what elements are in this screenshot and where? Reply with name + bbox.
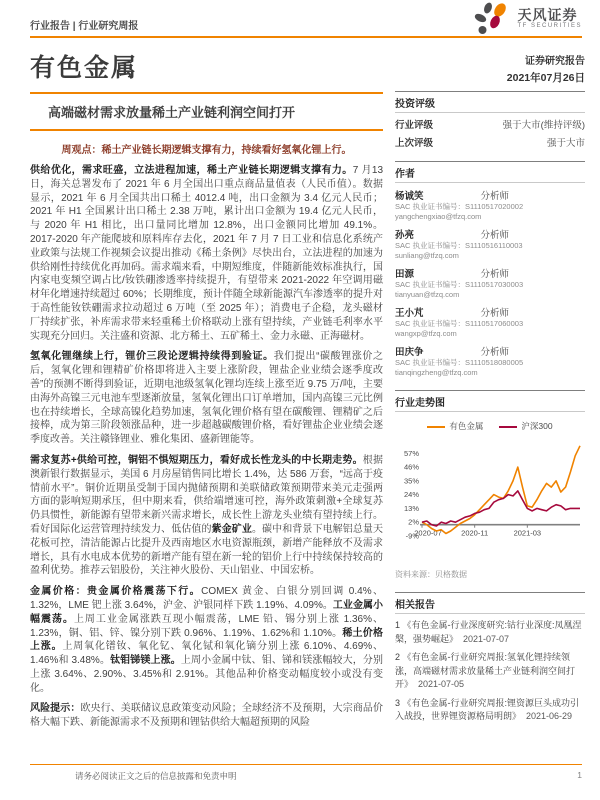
brand-text xyxy=(517,8,582,30)
brand-subname: TF SECURITIES xyxy=(517,23,582,29)
author-role: 分析师 xyxy=(480,308,510,319)
chart-source: 资料来源：贝格数据 xyxy=(395,570,467,579)
svg-text:2020-11: 2020-11 xyxy=(461,528,489,538)
author-entry xyxy=(395,305,585,339)
author-sac: SAC 执业证书编号：S1110518080005 xyxy=(395,358,524,367)
paragraph: 氢氧化锂继续上行，锂价三段论逻辑持续得到验证。我们提出“碳酸锂涨价之后，氢氧化锂和锂精矿价格即将进入主要上涨阶段，锂盐企业业绩会逐季度改善”的预测不断得到验证，近期电池级氢氧化锂均连续上涨至近 9.75 万/吨，主要由海外高镍三元电池车型逐渐放量，氢氧化锂出口订单增加，国内高镍三元比例也在持续增长，全球高镍化趋势加速，氢氧化锂价格有望在碳酸锂、锂精矿之后接棒，成为第三阶段领涨品种，进一步超越碳酸锂价格，看好锂盐企业业绩会逐季度改善。关注赣锋锂业、雅化集团、盛新锂能等。 xyxy=(30,351,383,446)
svg-text:46%: 46% xyxy=(403,462,419,472)
legend-label-nonferrous: 有色金属 xyxy=(449,421,484,431)
author-entry xyxy=(395,227,585,261)
previous-rating-row xyxy=(395,131,585,149)
related-report-date: 2021-07-05 xyxy=(418,679,465,689)
legend-item-hs300 xyxy=(499,420,552,432)
related-reports-title: 相关报告 xyxy=(395,593,585,614)
report-category: 行业报告 | 行业研究周报 xyxy=(30,21,139,32)
legend-swatch-hs300 xyxy=(499,426,517,428)
related-report-item: 1 《有色金属-行业深度研究:钴行业深度:凤凰涅槃，强势崛起》 2021-07-07 xyxy=(395,620,582,644)
authors-list xyxy=(395,188,585,378)
page-number: 1 xyxy=(577,770,582,780)
author-name: 杨诚笑 xyxy=(395,191,424,202)
svg-text:-9%: -9% xyxy=(405,531,419,541)
svg-text:24%: 24% xyxy=(403,490,419,500)
top-bar xyxy=(0,0,600,36)
author-email: sunliang@tfzq.com xyxy=(395,251,459,260)
legend-swatch-nonferrous xyxy=(427,426,445,428)
paragraph: 供给优化，需求旺盛，立法进程加速，稀土产业链长期逻辑支撑有力。7 月13 日，海关总署发布了 2021 年 6 月全国出口重点商品量值表（人民币值）。数据显示，2021 年 6 月全国共出口稀土 4012.4 吨，出口金额为 3.4 亿元人民币；2021 年 H1 全国累计出口稀土 2.38 万吨，累计出口金额为 19.4 亿元人民币，与 2020 年 H1 相比，出口量同比增加 12.8%，出口金额同比增加 49.1%。2017-2020 年产能爬坡和原料库存去化，2021 年 7 月 7 日工业和信息化系统产业政策与法规工作视频会议提出推动《稀土条例》尽快出台，立法进程的加速为供给刚性持续优化再加码。需求端来看，中期短维度，伴随新能效标准执行，国内家电变频空调占比/钕铁硼渗透率持续提升，有望带来 2021-2022 年空调用磁材年化增速持续超过 60%；长期维度，预计伴随全球新能源汽车渗透率的提升对于高性能钕铁硼需求拉动超过 6 万吨（至 2025 年）；消费电子企稳，龙头磁材厂持续扩张，补库需求带来轻重稀土价格联动上涨有望持续，产业链毛利率水平实现充分回归。关注盛和资源、北方稀土、五矿稀土、金力永磁、正海磁材。 xyxy=(30,165,384,342)
rating-section xyxy=(395,91,585,149)
previous-rating-value: 强于大市 xyxy=(546,138,585,149)
svg-text:2020-07: 2020-07 xyxy=(414,528,442,538)
author-entry xyxy=(395,266,585,300)
related-reports-section xyxy=(395,592,585,724)
footer-disclaimer: 请务必阅读正文之后的信息披露和免责申明 xyxy=(75,771,237,781)
author-sac: SAC 执业证书编号：S1110517030003 xyxy=(395,280,524,289)
paragraphs-container xyxy=(30,164,383,730)
related-report-item: 2 《有色金属-行业研究周报:氢氧化锂持续领涨，高端磁材需求放量稀土产业链利润空间打开》 2021-07-05 xyxy=(395,652,576,689)
related-report-item: 3 《有色金属-行业研究周报:锂资源巨头成功引入战投，世界锂资源格局明朗》 2021-06-29 xyxy=(395,697,580,721)
related-reports-list xyxy=(395,619,585,724)
svg-text:2021-03: 2021-03 xyxy=(513,528,542,538)
author-sac: SAC 执业证书编号：S1110517060003 xyxy=(395,319,524,328)
authors-section-title: 作者 xyxy=(395,162,585,183)
svg-text:2%: 2% xyxy=(408,517,419,527)
sidebar xyxy=(395,42,585,737)
author-sac: SAC 执业证书编号：S1110516110003 xyxy=(395,241,523,250)
svg-text:35%: 35% xyxy=(403,476,419,486)
brand-name: 天风证券 xyxy=(517,7,578,23)
author-name: 田源 xyxy=(395,269,415,280)
legend-label-hs300: 沪深300 xyxy=(521,421,553,431)
author-email: wangxp@tfzq.com xyxy=(395,329,457,338)
industry-rating-label: 行业评级 xyxy=(395,120,434,131)
report-subtitle: 高端磁材需求放量稀土产业链利润空间打开 xyxy=(30,92,383,131)
related-report-date: 2021-07-07 xyxy=(463,633,510,644)
tf-flower-icon xyxy=(473,2,511,36)
author-name: 孙亮 xyxy=(395,230,415,241)
rating-section-title: 投资评级 xyxy=(395,92,585,113)
author-entry xyxy=(395,344,585,378)
authors-section xyxy=(395,161,585,378)
author-email: tianyuan@tfzq.com xyxy=(395,290,460,299)
author-name: 田庆争 xyxy=(395,347,424,358)
author-email: yangchengxiao@tfzq.com xyxy=(395,212,482,221)
author-name: 王小芃 xyxy=(395,308,424,319)
main-column xyxy=(30,42,383,737)
report-date: 2021年07月26日 xyxy=(506,72,585,84)
related-report-date: 2021-06-29 xyxy=(526,711,573,721)
author-role: 分析师 xyxy=(480,347,510,358)
page-footer xyxy=(30,764,582,782)
author-role: 分析师 xyxy=(480,230,510,241)
paragraph: 风险提示：欧央行、美联储议息政策变动风险；全球经济不及预期，大宗商品价格大幅下跌、新能源需求不及预期和锂钴供给大幅超预期的风险 xyxy=(30,703,384,729)
paragraph: 金属价格：贵金属价格震荡下行。COMEX 黄金、白银分别回调 0.4%、1.32%，LME 钯上涨 3.64%，沪金、沪银同样下跌 1.19%、4.09%。工业金属小幅震荡。上周工业金属涨跌互现小幅震荡，LME 铅、锡分别上涨 1.36%、1.23%，铜、铝、锌、镍分别下跌 0.96%、1.19%、1.62%和 1.10%。稀土价格上涨。上周氧化镨钕、氧化钇、氧化铽和氧化镝分别上涨 6.10%、4.69%、1.46%和 3.48%。钛钼锑镁上涨。上周小金属中钛、钼、锑和镁涨幅较大，分别上涨 3.64%、2.90%、3.45%和 2.91%。其他品种价格变动幅度较小或没有变化。 xyxy=(30,586,384,694)
report-type: 证券研究报告 xyxy=(525,56,585,67)
author-role: 分析师 xyxy=(480,191,510,202)
author-email: tianqingzheng@tfzq.com xyxy=(395,368,478,377)
legend-item-nonferrous xyxy=(427,420,483,432)
weekly-viewpoint: 周观点：稀土产业链长期逻辑支撑有力，持续看好氢氧化锂上行。 xyxy=(61,145,352,156)
trend-chart xyxy=(395,434,585,554)
industry-rating-value: 强于大市(维持评级) xyxy=(502,120,585,131)
author-role: 分析师 xyxy=(480,269,510,280)
paragraph: 需求复苏+供给可控，铜铝不惧短期压力，看好成长性龙头的中长期走势。根据澳新银行数据显示，美国 6 月房屋销售同比增长 1.4%，达 586 万套，“远高于疫情前水平”。铜价近期虽受制于国内抛储预期和美联储政策预期带来美元走强两方面的影响短期承压，但中期来看，供给端增速可控，海外政策刺激+全球复苏仍具惯性，新能源有望带来新兴需求增长，成长性上游龙头业绩有望持续上行。看好国际化运营管理持续发力、低估值的紫金矿业。碳中和背景下电解铝总量天花板可控，清洁能源占比提升及西南地区水电资源瓶颈，新增产能释放不及需求增长，具有水电成本优势的新增产能有望在新一轮的铝价上行中持续保持较高的盈利优势。推荐云铝股份，关注神火股份、天山铝业、中国宏桥。 xyxy=(30,454,384,577)
svg-text:13%: 13% xyxy=(403,503,419,513)
previous-rating-label: 上次评级 xyxy=(395,138,434,149)
trend-section-title: 行业走势图 xyxy=(395,391,585,412)
svg-text:57%: 57% xyxy=(403,448,419,458)
chart-legend xyxy=(395,420,585,432)
page-title: 有色金属 xyxy=(30,54,139,82)
author-entry xyxy=(395,188,585,222)
brand-logo xyxy=(473,2,582,36)
author-sac: SAC 执业证书编号：S1110517020002 xyxy=(395,202,524,211)
industry-rating-row xyxy=(395,113,585,131)
trend-section xyxy=(395,390,585,580)
